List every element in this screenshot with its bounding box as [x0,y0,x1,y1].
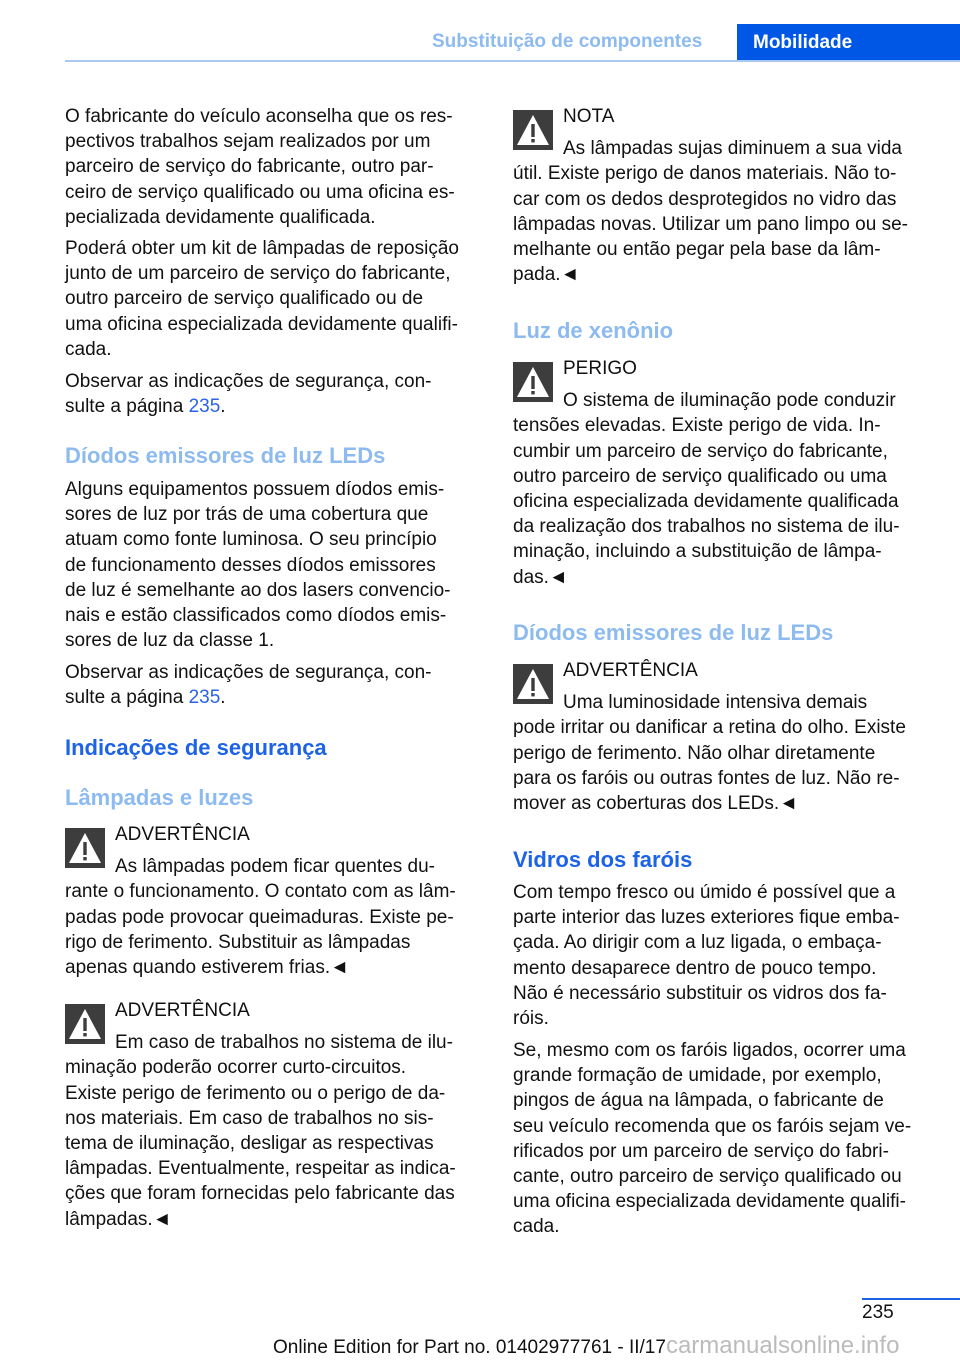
text-segment: As lâmpadas podem ficar quentes du- [115,856,436,878]
text-segment: Poderá obter um kit de lâmpadas de reposição [65,238,459,259]
text-line [65,879,485,904]
warning-icon [513,110,553,150]
warning-icon [65,828,105,868]
warning-title: ADVERTÊNCIA [115,824,250,845]
text-line [65,205,485,230]
text-segment: cante, outro parceiro de serviço qualificado ou [513,1165,902,1187]
text-segment: pode irritar ou danificar a retina do olho. Existe [513,717,906,739]
text-segment: junto de um parceiro de serviço do fabricante, [65,263,451,285]
edition-text: Online Edition for Part no. 01402977761 - II/17 [273,1337,666,1358]
text-segment: ções que foram fornecidas pelo fabricante das [65,1183,455,1205]
text-segment: padas pode provocar queimaduras. Existe pe- [65,906,454,928]
paragraph [65,477,485,653]
text-line [513,1006,933,1031]
text-segment: lâmpadas. Eventualmente, respeitar as indica- [65,1158,456,1180]
text-segment: Observar as indicações de segurança, con- [65,662,432,683]
page-link[interactable]: 235 [188,396,221,418]
text-line [65,660,485,685]
section-heading: Luz de xenônio [513,318,674,343]
section-heading: Díodos emissores de luz LEDs [65,443,386,468]
warning-title: ADVERTÊNCIA [115,1000,250,1021]
text-line [513,1164,933,1189]
text-line [115,1030,485,1055]
text-line [65,394,485,419]
paragraph [65,660,485,710]
text-line [65,104,485,129]
text-line [513,539,933,564]
warning-icon [513,362,553,402]
text-segment: Não é necessário substituir os vidros dos fa- [513,982,887,1004]
text-line [513,1139,933,1164]
page-link[interactable]: 235 [188,687,221,709]
text-line [65,337,485,362]
warning-title: NOTA [563,106,615,127]
text-line [65,369,485,394]
text-segment: Existe perigo de ferimento ou o perigo de da- [65,1082,446,1104]
text-segment: das.◄ [513,566,568,588]
text-line [65,286,485,311]
text-line [65,261,485,286]
text-line [65,628,485,653]
chapter-tab: Mobilidade [737,24,960,62]
text-line [563,690,933,715]
text-line [513,464,933,489]
text-segment: pingos de água na lâmpada, o fabricante de [513,1090,884,1112]
text-segment: da realização dos trabalhos no sistema de ilu- [513,516,900,538]
text-segment: lâmpadas.◄ [65,1208,172,1230]
text-line [513,262,933,287]
paragraph [65,236,485,362]
text-line [65,1055,485,1080]
text-line [65,477,485,502]
warning-title: ADVERTÊNCIA [563,660,698,681]
text-segment: Com tempo fresco ou úmido é possível que a [513,882,896,903]
text-line [65,236,485,261]
text-segment: perigo de ferimento. Não olhar diretamente [513,742,876,764]
text-line [563,388,933,413]
text-line [513,741,933,766]
text-line [513,212,933,237]
text-segment: lâmpadas novas. Utilizar um pano limpo ou se- [513,213,908,235]
text-line [65,502,485,527]
text-line [513,880,933,905]
text-segment: cumbir um parceiro de serviço do fabricante, [513,440,888,462]
header-divider [65,60,960,62]
text-segment: mover as coberturas dos LEDs.◄ [513,792,798,814]
text-segment: sulte a página [65,396,189,418]
text-segment: pada.◄ [513,264,580,286]
text-line [513,161,933,186]
text-segment: rante o funcionamento. O contato com as lâm- [65,881,456,903]
text-segment: cada. [513,1216,560,1238]
text-line [513,981,933,1006]
text-line [513,1088,933,1113]
text-line [513,439,933,464]
text-line [513,956,933,981]
footer-divider [862,1298,960,1300]
text-line [65,905,485,930]
section-heading: Vidros dos faróis [513,847,693,872]
text-segment: outro parceiro de serviço qualificado ou de [65,288,424,310]
text-segment: oficina especializada devidamente qualificada [513,490,899,512]
text-line [513,766,933,791]
section-heading: Díodos emissores de luz LEDs [513,620,834,645]
text-segment: róis. [513,1007,549,1029]
text-line [513,187,933,212]
text-line [65,154,485,179]
warning-box [513,356,933,590]
text-line [513,413,933,438]
text-segment: apenas quando estiverem frias.◄ [65,956,349,978]
text-segment: car com os dedos desprotegidos no vidro das [513,188,897,210]
watermark: carmanualsonline.info [665,1332,900,1359]
text-line [65,685,485,710]
text-line [513,514,933,539]
text-segment: sulte a página [65,687,189,709]
text-line [513,565,933,590]
text-line [513,715,933,740]
text-segment: cada. [65,338,112,360]
text-line [65,930,485,955]
text-segment: Se, mesmo com os faróis ligados, ocorrer uma [513,1040,906,1061]
text-line [65,1181,485,1206]
section-heading: Indicações de segurança [65,735,327,760]
text-line [65,1207,485,1232]
warning-box [513,658,933,816]
text-segment: uma oficina especializada devidamente qualifi- [65,313,458,335]
text-segment: rigo de ferimento. Substituir as lâmpadas [65,931,411,953]
text-segment: minação, incluindo a substituição de lâmpa- [513,541,882,563]
text-segment: Uma luminosidade intensiva demais [563,692,868,714]
paragraph [65,369,485,419]
paragraph [513,880,933,1031]
text-segment: melhante ou então pegar pela base da lâm- [513,238,881,260]
text-line [513,1214,933,1239]
text-segment: . [220,687,226,709]
footer-edition [273,1333,899,1361]
text-segment: uma oficina especializada devidamente qualifi- [513,1191,906,1213]
text-segment: tema de iluminação, desligar as respectivas [65,1132,434,1154]
text-segment: çada. Ao dirigir com a luz ligada, o embaça- [513,932,882,954]
text-line [65,603,485,628]
text-line [65,1131,485,1156]
text-segment: rificados por um parceiro de serviço do fabri- [513,1140,889,1162]
text-segment: minação poderão ocorrer curto-circuitos. [65,1057,407,1079]
text-line [65,312,485,337]
text-line [65,955,485,980]
warning-title: PERIGO [563,358,637,379]
warning-icon [513,664,553,704]
text-segment: Alguns equipamentos possuem díodos emis- [65,479,445,500]
text-segment: de luz é semelhante ao dos lasers convencio- [65,579,451,601]
text-line [65,578,485,603]
page-number: 235 [862,1302,894,1323]
text-line [65,1081,485,1106]
text-segment: seu veículo recomenda que os faróis sejam ve- [513,1115,912,1137]
section-title: Substituição de componentes [432,31,703,52]
text-line [563,136,933,161]
warning-box [65,822,485,980]
text-segment: de funcionamento desses díodos emissores [65,554,436,576]
text-segment: O sistema de iluminação pode conduzir [563,390,896,412]
text-line [65,527,485,552]
text-segment: As lâmpadas sujas diminuem a sua vida [563,138,903,160]
warning-box [65,998,485,1232]
text-line [65,1156,485,1181]
text-segment: grande formação de umidade, por exemplo, [513,1065,882,1087]
text-line [65,1106,485,1131]
paragraph [65,104,485,230]
text-segment: pectivos trabalhos sejam realizados por um [65,131,431,153]
text-segment: pecializada devidamente qualificada. [65,206,376,228]
text-line [513,905,933,930]
paragraph [513,1038,933,1240]
text-segment: ceiro de serviço qualificado ou uma oficina es- [65,181,455,203]
warning-box [513,104,933,287]
text-line [65,129,485,154]
text-line [115,854,485,879]
text-segment: sores de luz da classe 1. [65,630,275,652]
text-segment: útil. Existe perigo de danos materiais. Não to- [513,163,897,185]
text-segment: parceiro de serviço do fabricante, outro par- [65,156,434,178]
text-line [65,553,485,578]
text-line [65,180,485,205]
text-segment: Observar as indicações de segurança, con- [65,371,432,392]
text-segment: Em caso de trabalhos no sistema de ilu- [115,1032,453,1054]
text-line [513,791,933,816]
text-segment: mento desaparece dentro de pouco tempo. [513,957,877,979]
text-segment: outro parceiro de serviço qualificado ou uma [513,465,887,487]
text-line [513,1114,933,1139]
section-heading: Lâmpadas e luzes [65,785,254,810]
warning-icon [65,1004,105,1044]
text-segment: tensões elevadas. Existe perigo de vida. In- [513,415,881,437]
text-segment: nais e estão classificados como díodos emis- [65,604,447,626]
text-line [513,237,933,262]
text-line [513,1038,933,1063]
text-segment: para os faróis ou outras fontes de luz. Não re- [513,767,900,789]
text-segment: parte interior das luzes exteriores fique emba- [513,907,900,929]
text-line [513,1063,933,1088]
text-segment: sores de luz por trás de uma cobertura que [65,504,429,526]
text-segment: . [220,396,226,418]
text-segment: nos materiais. Em caso de trabalhos no sis- [65,1107,434,1129]
text-segment: atuam como fonte luminosa. O seu princípio [65,529,437,551]
text-line [513,1189,933,1214]
text-segment: O fabricante do veículo aconselha que os res- [65,106,453,127]
text-line [513,930,933,955]
text-line [513,489,933,514]
